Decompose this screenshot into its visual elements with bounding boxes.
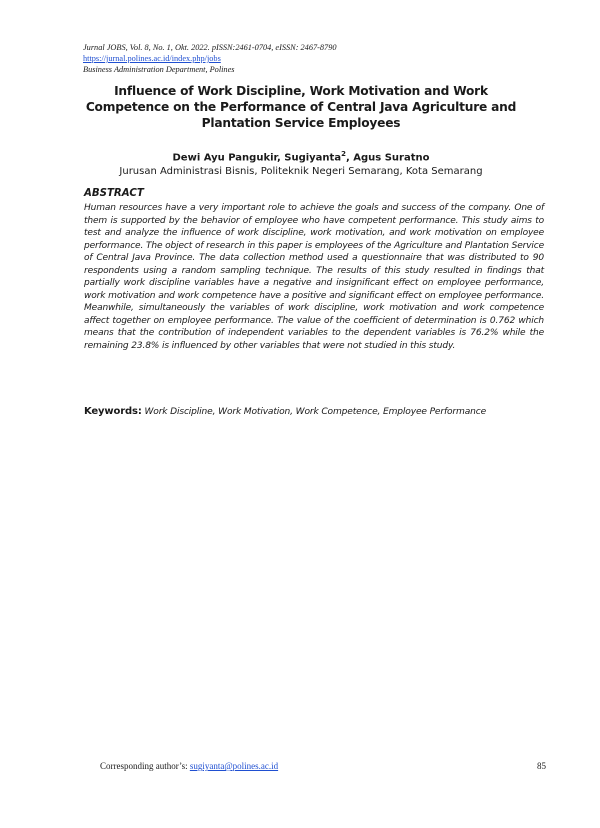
author-names-part2: , Agus Suratno [345,152,430,164]
journal-citation: Jurnal JOBS, Vol. 8, No. 1, Okt. 2022. pISSN:2461-0704, eISSN: 2467-8790 [83,43,337,52]
corresponding-label: Corresponding author’s: [100,761,188,771]
keywords-line [84,406,544,417]
page-number: 85 [537,761,546,771]
author-superscript: 2 [341,150,346,158]
keywords-label: Keywords: [84,406,142,417]
article-title: Influence of Work Discipline, Work Motivation and Work Competence on the Performance of Central Java Agriculture and Plantation Service Employees [85,84,517,130]
author-block [75,147,527,179]
journal-header [83,42,523,75]
corresponding-email-link[interactable]: sugiyanta@polines.ac.id [189,761,279,771]
journal-url-link[interactable]: https://jurnal.polines.ac.id/index.php/jobs [83,54,221,63]
abstract-heading: ABSTRACT [84,188,144,199]
author-affiliation: Jurusan Administrasi Bisnis, Politeknik Negeri Semarang, Kota Semarang [119,166,483,178]
corresponding-author [100,760,278,772]
author-names-part1: Dewi Ayu Pangukir, Sugiyanta [172,152,342,164]
author-names [75,147,527,165]
abstract-text: Human resources have a very important role to achieve the goals and success of the company. One of them is supported by the behavior of employee who have competent performance. This study aims to test and analyze the influence of work discipline, work motivation, and work motivation on employee performance. The object of research in this paper is employees of the Agriculture and Plantation Service of Central Java Province. The data collection method used a questionnaire that was distributed to 90 respondents using a random sampling technique. The results of this study resulted in findings that partially work discipline variables have a negative and insignificant effect on employee performance, work motivation and work competence have a positive and significant effect on employee performance. Meanwhile, simultaneously the variables of work discipline, work motivation and work competence affect together on employee performance. The value of the coefficient of determination is 0.762 which means that the contribution of independent variables to the dependent variables is 76.2% while the remaining 23.8% is influenced by other variables that were not studied in this study. [84,203,544,352]
journal-department: Business Administration Department, Polines [83,65,235,74]
keywords-value: Work Discipline, Work Motivation, Work Competence, Employee Performance [144,407,487,417]
